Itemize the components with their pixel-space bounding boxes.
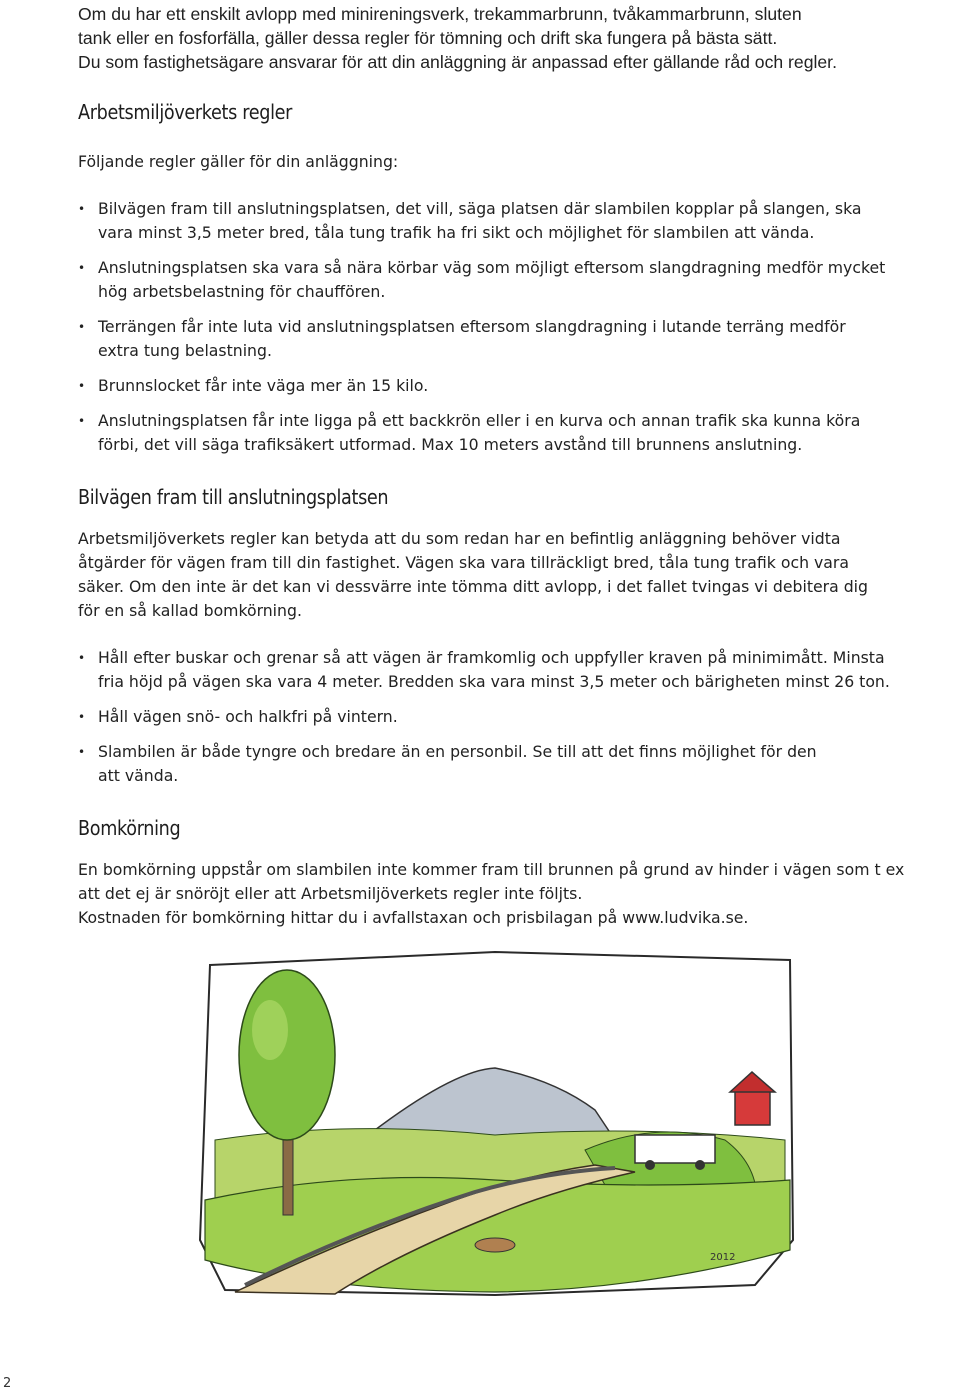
list-item: • Terrängen får inte luta vid anslutningsplatsen eftersom slangdragning i lutande terräng medför extra tung belastning. <box>78 317 846 360</box>
bullet-icon: • <box>78 745 86 759</box>
intro-line: tank eller en fosforfälla, gäller dessa regler för tömning och drift ska fungera på bästa sätt. <box>78 28 778 48</box>
road-illustration <box>195 940 795 1300</box>
truck-icon <box>635 1135 715 1163</box>
intro-line: Du som fastighetsägare ansvarar för att din anläggning är anpassad efter gällande råd och regler. <box>78 52 837 72</box>
lead-text: Följande regler gäller för din anläggning: <box>78 152 399 171</box>
list-item: • Anslutningsplatsen ska vara så nära körbar väg som möjligt eftersom slangdragning medför mycket hög arbetsbelastning för chauffören. <box>78 258 886 301</box>
paragraph-line: säker. Om den inte är det kan vi dessvärre inte tömma ditt avlopp, i det fallet tvingas vi debitera dig <box>78 577 868 596</box>
list-item: • Håll efter buskar och grenar så att vägen är framkomlig och uppfyller kraven på minimimått. Minsta fria höjd på vägen ska vara 4 meter. Bredden ska vara minst 3,5 meter och bärigheten minst 26 ton. <box>78 648 890 691</box>
rules-list <box>78 197 953 468</box>
intro-paragraph <box>78 2 958 74</box>
signature-text: 2012 <box>710 1252 736 1263</box>
section-paragraph <box>78 527 948 623</box>
bullet-icon: • <box>78 710 86 724</box>
list-item: • Anslutningsplatsen får inte ligga på ett backkrön eller i en kurva och annan trafik ska kunna köra förbi, det vill säga trafiksäkert utformad. Max 10 meters avstånd till brunnens anslutning. <box>78 411 861 454</box>
bullet-icon: • <box>78 202 86 216</box>
intro-line: Om du har ett enskilt avlopp med minireningsverk, trekammarbrunn, tvåkammarbrunn, sluten <box>78 4 802 24</box>
paragraph-line: åtgärder för vägen fram till din fastighet. Vägen ska vara tillräckligt bred, tåla tung trafik och vara <box>78 553 849 572</box>
stump-icon <box>475 1238 515 1252</box>
list-item: • Håll vägen snö- och halkfri på vintern. <box>78 705 953 729</box>
section-lead <box>78 150 948 174</box>
paragraph-line: Arbetsmiljöverkets regler kan betyda att du som redan har en befintlig anläggning behöver vidta <box>78 529 841 548</box>
bullet-icon: • <box>78 379 86 393</box>
road-list <box>78 646 953 799</box>
section-heading-bilvagen: Bilvägen fram till anslutningsplatsen <box>78 485 389 509</box>
house-icon <box>735 1090 770 1125</box>
bullet-icon: • <box>78 651 86 665</box>
page-number: 2 <box>3 1376 12 1391</box>
section-paragraph <box>78 858 958 930</box>
paragraph-line: En bomkörning uppstår om slambilen inte kommer fram till brunnen på grund av hinder i vägen som t ex <box>78 860 905 879</box>
bullet-icon: • <box>78 261 86 275</box>
paragraph-line: Kostnaden för bomkörning hittar du i avfallstaxan och prisbilagan på www.ludvika.se. <box>78 908 749 927</box>
bullet-icon: • <box>78 320 86 334</box>
tree-icon <box>239 970 335 1140</box>
paragraph-line: att det ej är snöröjt eller att Arbetsmiljöverkets regler inte följts. <box>78 884 583 903</box>
list-item: • Bilvägen fram till anslutningsplatsen, det vill, säga platsen där slambilen kopplar på slangen, ska vara minst 3,5 meter bred, tåla tung trafik ha fri sikt och möjlighet för slambilen att vända. <box>78 199 862 242</box>
section-heading-bomkorning: Bomkörning <box>78 816 181 840</box>
list-item: • Brunnslocket får inte väga mer än 15 kilo. <box>78 374 953 398</box>
bullet-icon: • <box>78 414 86 428</box>
list-item: • Slambilen är både tyngre och bredare än en personbil. Se till att det finns möjlighet för den att vända. <box>78 742 817 785</box>
paragraph-line: för en så kallad bomkörning. <box>78 601 302 620</box>
section-heading-arbetsmiljoverket: Arbetsmiljöverkets regler <box>78 100 293 124</box>
